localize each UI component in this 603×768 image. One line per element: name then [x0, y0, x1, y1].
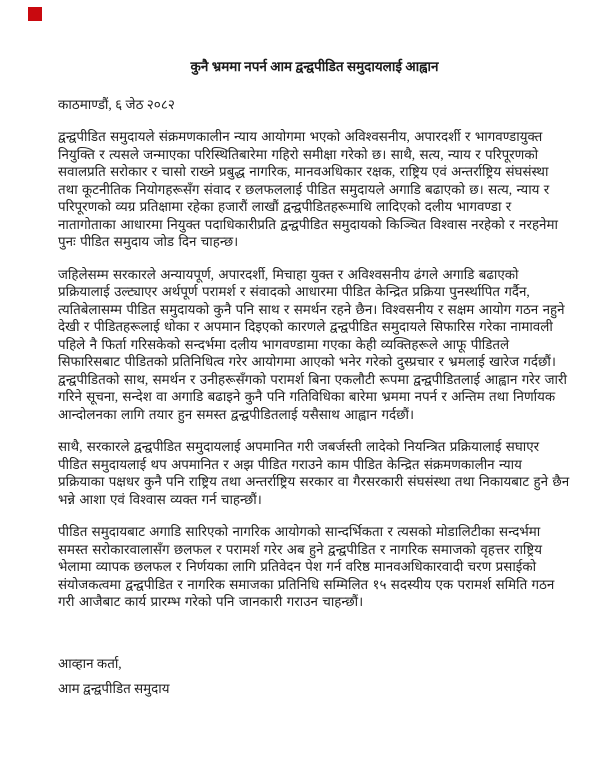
dateline: काठमाण्डौं, ६ जेठ २०८२: [58, 97, 175, 112]
document-content: [58, 0, 571, 703]
paragraph-1: द्वन्द्वपीडित समुदायले संक्रमणकालीन न्याय आयोगमा भएको अविश्वसनीय, अपारदर्शी र भागवण्डायुक्त नियुक्ति र त्यसले जन्माएका परिस्थितिबारेमा गहिरो समीक्षा गरेको छ। साथै, सत्य, न्याय र परिपूरणको सवालप्रति सरोकार र चासो राख्ने प्रबुद्ध नागरिक, मानवअधिकार रक्षक, राष्ट्रिय एवं अन्तर्राष्ट्रिय संघसंस्था तथा कूटनीतिक नियोगहरूसँग संवाद र छलफललाई पीडित समुदायले अगाडि बढाएको छ। सत्य, न्याय र परिपूरणको व्यग्र प्रतिक्षामा रहेका हजारौं लाखौं द्वन्द्वपीडितहरूमाथि लादिएको दलीय भागवण्डा र नातागोताका आधारमा नियुक्त पदाधिकारीप्रति द्वन्द्वपीडित समुदायको किञ्चित विश्वास नरहेको र नरहनेमा पुनः पीडित समुदाय जोड दिन चाहन्छ।: [58, 129, 558, 249]
red-corner-marker: [28, 7, 42, 21]
closing-name: आम द्वन्द्वपीडित समुदाय: [58, 680, 170, 696]
document-title: कुनै भ्रममा नपर्न आम द्वन्द्वपीडित समुदायलाई आह्वान: [190, 59, 439, 74]
paragraph-4: पीडित समुदायबाट अगाडि सारिएको नागरिक आयोगको सान्दर्भिकता र त्यसको मोडालिटीका सन्दर्भमा समस्त सरोकारवालासँग छलफल र परामर्श गरेर अब हुने द्वन्द्वपीडित र नागरिक समाजको वृहत्तर राष्ट्रिय भेलामा व्यापक छलफल र निर्णयका लागि प्रतिवेदन पेश गर्न वरिष्ठ मानवअधिकारवादी चरण प्रसाईको संयोजकत्वमा द्वन्द्वपीडित र नागरिक समाजका प्रतिनिधि सम्मिलित १५ सदस्यीय एक परामर्श समिति गठन गरी आजैबाट कार्य प्रारम्भ गरेको पनि जानकारी गराउन चाहन्छौं।: [58, 524, 555, 609]
paragraph-2: जहिलेसम्म सरकारले अन्यायपूर्ण, अपारदर्शी, मिचाहा युक्त र अविश्वसनीय ढंगले अगाडि बढाएको प्रक्रियालाई उल्ट्याएर अर्थपूर्ण परामर्श र संवादको आधारमा पीडित केन्द्रित प्रक्रिया पुनर्स्थापित गर्दैन, त्यतिबेलासम्म पीडित समुदायको कुनै पनि साथ र समर्थन रहने छैन। विश्वसनीय र सक्षम आयोग गठन नहुने देखी र पीडितहरूलाई धोका र अपमान दिइएको कारणले द्वन्द्वपीडित समुदायले सिफारिस गरेका नामावली पहिले नै फिर्ता गरिसकेको सन्दर्भमा दलीय भागवण्डामा गएका केही व्यक्तिहरूले आफू पीडितले सिफारिसबाट पीडितको प्रतिनिधित्व गरेर आयोगमा आएको भनेर गरेको दुस्प्रचार र भ्रमलाई खारेज गर्दछौं। द्वन्द्वपीडितको साथ, समर्थन र उनीहरूसँगको परामर्श बिना एकलौटी रूपमा द्वन्द्वपीडितलाई आह्वान गरेर जारी गरिने सूचना, सन्देश वा अगाडि बढाइने कुनै पनि गतिविधिका बारेमा भ्रममा नपर्न र अन्तिम तथा निर्णायक आन्दोलनका लागि तयार हुन समस्त द्वन्द्वपीडितलाई यसैसाथ आह्वान गर्दछौं।: [58, 266, 567, 422]
closing-label: आव्हान कर्ता,: [58, 655, 122, 671]
paragraph-3: साथै, सरकारले द्वन्द्वपीडित समुदायलाई अपमानित गरी जबर्जस्ती लादेको नियन्त्रित प्रक्रियालाई सघाएर पीडित समुदायलाई थप अपमानित र अझ पीडित गराउने काम पीडित केन्द्रित संक्रमणकालीन न्याय प्रक्रियाका पक्षधर कुनै पनि राष्ट्रिय तथा अन्तर्राष्ट्रिय सरकार वा गैरसरकारी संघसंस्था तथा निकायबाट हुने छैन भन्ने आशा एवं विश्वास व्यक्त गर्न चाहन्छौं।: [58, 439, 570, 507]
signature-block: [58, 653, 571, 699]
